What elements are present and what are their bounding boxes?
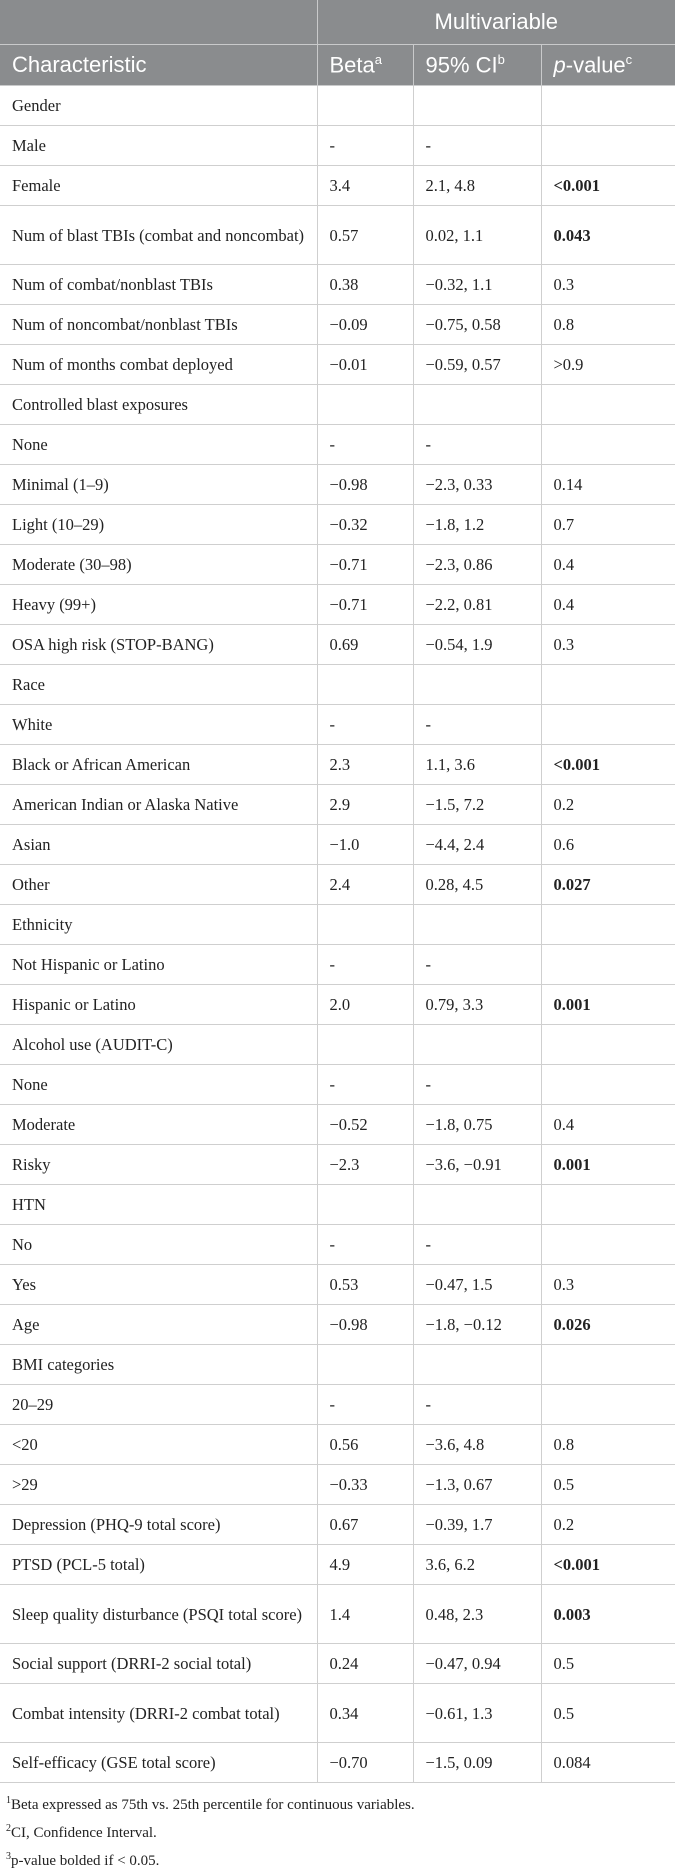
- ci-cell: -: [413, 126, 541, 166]
- ci-cell: −0.54, 1.9: [413, 625, 541, 665]
- beta-cell: -: [317, 425, 413, 465]
- beta-cell: -: [317, 1065, 413, 1105]
- characteristic-cell: Num of blast TBIs (combat and noncombat): [0, 206, 317, 265]
- beta-cell: −0.01: [317, 345, 413, 385]
- beta-cell: [317, 86, 413, 126]
- table-row: [0, 1425, 675, 1465]
- characteristic-cell: Asian: [0, 825, 317, 865]
- ci-cell: −2.2, 0.81: [413, 585, 541, 625]
- beta-cell: −1.0: [317, 825, 413, 865]
- ci-cell: −2.3, 0.33: [413, 465, 541, 505]
- p-value-cell: [541, 1225, 675, 1265]
- ci-cell: −1.8, 1.2: [413, 505, 541, 545]
- table-row: [0, 206, 675, 265]
- header-characteristic: [0, 45, 317, 86]
- ci-cell: −0.75, 0.58: [413, 305, 541, 345]
- table-header: [0, 0, 675, 86]
- beta-cell: [317, 385, 413, 425]
- beta-cell: 3.4: [317, 166, 413, 206]
- p-value-cell: [541, 945, 675, 985]
- ci-cell: −0.47, 1.5: [413, 1265, 541, 1305]
- header-ci: [413, 45, 541, 86]
- characteristic-cell: Depression (PHQ-9 total score): [0, 1505, 317, 1545]
- beta-cell: 2.9: [317, 785, 413, 825]
- characteristic-cell: Num of noncombat/nonblast TBIs: [0, 305, 317, 345]
- p-value-cell: 0.14: [541, 465, 675, 505]
- characteristic-cell: Hispanic or Latino: [0, 985, 317, 1025]
- table-row: [0, 265, 675, 305]
- header-group-multivariable: Multivariable: [317, 0, 675, 45]
- header-p-label: -value: [565, 52, 626, 78]
- header-ci-footnote-mark: b: [497, 51, 505, 67]
- table-row: [0, 1345, 675, 1385]
- table-row: [0, 945, 675, 985]
- beta-cell: 0.69: [317, 625, 413, 665]
- table-row: [0, 745, 675, 785]
- p-value-cell: [541, 665, 675, 705]
- table-row: [0, 305, 675, 345]
- p-value-cell: 0.027: [541, 865, 675, 905]
- table-row: [0, 86, 675, 126]
- beta-cell: [317, 1185, 413, 1225]
- beta-cell: 2.4: [317, 865, 413, 905]
- p-value-cell: [541, 1025, 675, 1065]
- p-value-cell: 0.2: [541, 1505, 675, 1545]
- footnote-text: p-value bolded if < 0.05.: [11, 1853, 160, 1869]
- characteristic-cell: None: [0, 1065, 317, 1105]
- characteristic-cell: Ethnicity: [0, 905, 317, 945]
- characteristic-cell: Social support (DRRI-2 social total): [0, 1644, 317, 1684]
- characteristic-cell: Gender: [0, 86, 317, 126]
- ci-cell: −1.8, 0.75: [413, 1105, 541, 1145]
- table-row: [0, 1265, 675, 1305]
- beta-cell: [317, 1345, 413, 1385]
- table-row: [0, 1505, 675, 1545]
- p-value-cell: [541, 1345, 675, 1385]
- characteristic-cell: Heavy (99+): [0, 585, 317, 625]
- table-row: [0, 1385, 675, 1425]
- table-row: [0, 1105, 675, 1145]
- characteristic-cell: Num of months combat deployed: [0, 345, 317, 385]
- ci-cell: −3.6, −0.91: [413, 1145, 541, 1185]
- characteristic-cell: 20–29: [0, 1385, 317, 1425]
- beta-cell: 2.0: [317, 985, 413, 1025]
- characteristic-cell: Race: [0, 665, 317, 705]
- p-value-cell: 0.4: [541, 545, 675, 585]
- table-row: [0, 1684, 675, 1743]
- characteristic-cell: <20: [0, 1425, 317, 1465]
- beta-cell: 0.56: [317, 1425, 413, 1465]
- table-row: [0, 1465, 675, 1505]
- p-value-cell: 0.001: [541, 985, 675, 1025]
- characteristic-cell: Moderate: [0, 1105, 317, 1145]
- beta-cell: −0.52: [317, 1105, 413, 1145]
- ci-cell: −1.5, 0.09: [413, 1743, 541, 1783]
- table-row: [0, 505, 675, 545]
- ci-cell: [413, 86, 541, 126]
- p-value-cell: 0.043: [541, 206, 675, 265]
- table-body: [0, 86, 675, 1783]
- beta-cell: 0.67: [317, 1505, 413, 1545]
- characteristic-cell: Combat intensity (DRRI-2 combat total): [0, 1684, 317, 1743]
- characteristic-cell: Not Hispanic or Latino: [0, 945, 317, 985]
- ci-cell: 0.48, 2.3: [413, 1585, 541, 1644]
- beta-cell: −0.98: [317, 465, 413, 505]
- table-row: [0, 1145, 675, 1185]
- p-value-cell: [541, 86, 675, 126]
- table-row: [0, 166, 675, 206]
- characteristic-cell: Self-efficacy (GSE total score): [0, 1743, 317, 1783]
- beta-cell: 0.24: [317, 1644, 413, 1684]
- footnote: [6, 1845, 675, 1873]
- beta-cell: −2.3: [317, 1145, 413, 1185]
- p-value-cell: [541, 1185, 675, 1225]
- ci-cell: -: [413, 1225, 541, 1265]
- beta-cell: [317, 665, 413, 705]
- footnote: [6, 1817, 675, 1845]
- characteristic-cell: Age: [0, 1305, 317, 1345]
- p-value-cell: >0.9: [541, 345, 675, 385]
- characteristic-cell: Male: [0, 126, 317, 166]
- ci-cell: −4.4, 2.4: [413, 825, 541, 865]
- ci-cell: −0.47, 0.94: [413, 1644, 541, 1684]
- header-p-footnote-mark: c: [625, 51, 633, 67]
- beta-cell: −0.32: [317, 505, 413, 545]
- table-row: [0, 905, 675, 945]
- beta-cell: [317, 1025, 413, 1065]
- table-row: [0, 585, 675, 625]
- table-row: [0, 705, 675, 745]
- characteristic-cell: Sleep quality disturbance (PSQI total score): [0, 1585, 317, 1644]
- p-value-cell: 0.4: [541, 1105, 675, 1145]
- table-row: [0, 126, 675, 166]
- table-row: [0, 1025, 675, 1065]
- ci-cell: −1.3, 0.67: [413, 1465, 541, 1505]
- ci-cell: 0.28, 4.5: [413, 865, 541, 905]
- characteristic-cell: Yes: [0, 1265, 317, 1305]
- ci-cell: 2.1, 4.8: [413, 166, 541, 206]
- table-row: [0, 1065, 675, 1105]
- p-value-cell: 0.7: [541, 505, 675, 545]
- characteristic-cell: Light (10–29): [0, 505, 317, 545]
- p-value-cell: [541, 1065, 675, 1105]
- p-value-cell: 0.5: [541, 1684, 675, 1743]
- footnote-number: 3: [6, 1851, 11, 1862]
- ci-cell: −0.39, 1.7: [413, 1505, 541, 1545]
- header-p-value: [541, 45, 675, 86]
- p-value-cell: 0.026: [541, 1305, 675, 1345]
- ci-cell: −3.6, 4.8: [413, 1425, 541, 1465]
- ci-cell: [413, 905, 541, 945]
- ci-cell: 0.02, 1.1: [413, 206, 541, 265]
- characteristic-cell: None: [0, 425, 317, 465]
- beta-cell: 2.3: [317, 745, 413, 785]
- characteristic-cell: OSA high risk (STOP-BANG): [0, 625, 317, 665]
- ci-cell: 1.1, 3.6: [413, 745, 541, 785]
- p-value-cell: <0.001: [541, 745, 675, 785]
- footnote-text: CI, Confidence Interval.: [11, 1825, 157, 1841]
- ci-cell: [413, 385, 541, 425]
- beta-cell: 4.9: [317, 1545, 413, 1585]
- characteristic-cell: BMI categories: [0, 1345, 317, 1385]
- header-ci-label: 95% CI: [425, 52, 498, 78]
- footnote: [6, 1789, 675, 1817]
- beta-cell: -: [317, 126, 413, 166]
- beta-cell: −0.71: [317, 585, 413, 625]
- header-p-italic: p: [553, 52, 566, 78]
- p-value-cell: 0.001: [541, 1145, 675, 1185]
- p-value-cell: 0.003: [541, 1585, 675, 1644]
- table-row: [0, 665, 675, 705]
- table-row: [0, 545, 675, 585]
- ci-cell: [413, 1185, 541, 1225]
- beta-cell: −0.09: [317, 305, 413, 345]
- beta-cell: 0.57: [317, 206, 413, 265]
- ci-cell: [413, 1345, 541, 1385]
- table-row: [0, 425, 675, 465]
- p-value-cell: 0.2: [541, 785, 675, 825]
- ci-cell: −0.32, 1.1: [413, 265, 541, 305]
- p-value-cell: [541, 1385, 675, 1425]
- ci-cell: [413, 1025, 541, 1065]
- characteristic-cell: White: [0, 705, 317, 745]
- table-row: [0, 1585, 675, 1644]
- characteristic-cell: Black or African American: [0, 745, 317, 785]
- beta-cell: −0.70: [317, 1743, 413, 1783]
- p-value-cell: 0.3: [541, 265, 675, 305]
- table-row: [0, 1225, 675, 1265]
- characteristic-cell: Controlled blast exposures: [0, 385, 317, 425]
- header-blank: [0, 0, 317, 45]
- ci-cell: -: [413, 1065, 541, 1105]
- beta-cell: 0.53: [317, 1265, 413, 1305]
- beta-cell: -: [317, 705, 413, 745]
- header-beta: [317, 45, 413, 86]
- ci-cell: −1.5, 7.2: [413, 785, 541, 825]
- characteristic-cell: No: [0, 1225, 317, 1265]
- characteristic-cell: Num of combat/nonblast TBIs: [0, 265, 317, 305]
- beta-cell: [317, 905, 413, 945]
- p-value-cell: 0.8: [541, 305, 675, 345]
- p-value-cell: <0.001: [541, 1545, 675, 1585]
- table-row: [0, 1305, 675, 1345]
- p-value-cell: 0.6: [541, 825, 675, 865]
- beta-cell: -: [317, 1385, 413, 1425]
- footnote-text: Beta expressed as 75th vs. 25th percentile for continuous variables.: [11, 1797, 415, 1813]
- beta-cell: 0.34: [317, 1684, 413, 1743]
- footnotes: [0, 1783, 675, 1873]
- ci-cell: −0.59, 0.57: [413, 345, 541, 385]
- footnote-number: 1: [6, 1795, 11, 1806]
- p-value-cell: 0.3: [541, 625, 675, 665]
- table-row: [0, 345, 675, 385]
- beta-cell: −0.98: [317, 1305, 413, 1345]
- p-value-cell: 0.4: [541, 585, 675, 625]
- ci-cell: −0.61, 1.3: [413, 1684, 541, 1743]
- table-row: [0, 865, 675, 905]
- ci-cell: −1.8, −0.12: [413, 1305, 541, 1345]
- table-row: [0, 385, 675, 425]
- characteristic-cell: Alcohol use (AUDIT-C): [0, 1025, 317, 1065]
- p-value-cell: 0.084: [541, 1743, 675, 1783]
- header-characteristic-label: Characteristic: [12, 52, 147, 77]
- p-value-cell: [541, 905, 675, 945]
- characteristic-cell: Risky: [0, 1145, 317, 1185]
- characteristic-cell: Moderate (30–98): [0, 545, 317, 585]
- header-beta-footnote-mark: a: [374, 51, 382, 67]
- table-row: [0, 1644, 675, 1684]
- table-row: [0, 825, 675, 865]
- table-row: [0, 1743, 675, 1783]
- table-row: [0, 1185, 675, 1225]
- characteristic-cell: Minimal (1–9): [0, 465, 317, 505]
- beta-cell: 0.38: [317, 265, 413, 305]
- table-row: [0, 785, 675, 825]
- beta-cell: −0.33: [317, 1465, 413, 1505]
- ci-cell: -: [413, 1385, 541, 1425]
- characteristic-cell: >29: [0, 1465, 317, 1505]
- table-row: [0, 1545, 675, 1585]
- footnote-number: 2: [6, 1823, 11, 1834]
- p-value-cell: [541, 425, 675, 465]
- ci-cell: -: [413, 945, 541, 985]
- beta-cell: −0.71: [317, 545, 413, 585]
- ci-cell: −2.3, 0.86: [413, 545, 541, 585]
- p-value-cell: 0.5: [541, 1465, 675, 1505]
- p-value-cell: 0.5: [541, 1644, 675, 1684]
- characteristic-cell: Other: [0, 865, 317, 905]
- ci-cell: 0.79, 3.3: [413, 985, 541, 1025]
- characteristic-cell: PTSD (PCL-5 total): [0, 1545, 317, 1585]
- beta-cell: -: [317, 1225, 413, 1265]
- ci-cell: 3.6, 6.2: [413, 1545, 541, 1585]
- p-value-cell: 0.3: [541, 1265, 675, 1305]
- p-value-cell: <0.001: [541, 166, 675, 206]
- header-beta-label: Beta: [329, 52, 375, 78]
- ci-cell: [413, 665, 541, 705]
- p-value-cell: 0.8: [541, 1425, 675, 1465]
- ci-cell: -: [413, 425, 541, 465]
- p-value-cell: [541, 126, 675, 166]
- table-row: [0, 465, 675, 505]
- table-row: [0, 985, 675, 1025]
- table-row: [0, 625, 675, 665]
- beta-cell: 1.4: [317, 1585, 413, 1644]
- characteristic-cell: HTN: [0, 1185, 317, 1225]
- characteristic-cell: Female: [0, 166, 317, 206]
- ci-cell: -: [413, 705, 541, 745]
- p-value-cell: [541, 385, 675, 425]
- p-value-cell: [541, 705, 675, 745]
- characteristic-cell: American Indian or Alaska Native: [0, 785, 317, 825]
- beta-cell: -: [317, 945, 413, 985]
